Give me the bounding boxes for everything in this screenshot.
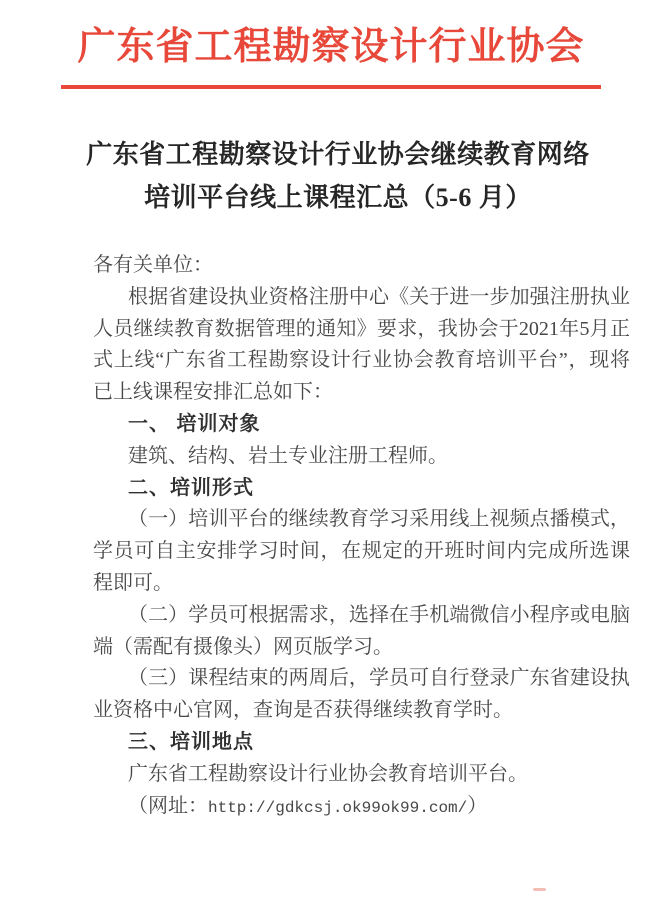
section-1-heading: 一、 培训对象 (128, 412, 261, 435)
website-url: http://gdkcsj.ok99ok99.com/ (208, 798, 468, 817)
letterhead-rule (61, 85, 601, 89)
intro-paragraph: 根据省建设执业资格注册中心《关于进一步加强注册执业人员继续教育数据管理的通知》要求，我协会于2021年5月正式上线“广东省工程勘察设计行业协会教育培训平台”，现将已上线课程安排汇总如下： (93, 285, 630, 404)
document-title-line-2: 培训平台线上课程汇总（5-6 月） (144, 183, 532, 212)
document-title (40, 133, 636, 219)
salutation: 各有关单位： (93, 254, 213, 276)
website-line (93, 791, 630, 825)
document-title-line-1: 广东省工程勘察设计行业协会继续教育网络 (86, 140, 590, 169)
website-prefix: （网址： (128, 794, 208, 817)
scan-speck (533, 888, 546, 891)
section-2-item-1: （一）培训平台的继续教育学习采用线上视频点播模式，学员可自主安排学习时间，在规定的开班时间内完成所选课程即可。 (93, 508, 630, 594)
section-2-item-2: （二）学员可根据需求，选择在手机端微信小程序或电脑端（需配有摄像头）网页版学习。 (93, 603, 630, 658)
section-2-item-3: （三）课程结束的两周后，学员可自行登录广东省建设执业资格中心官网，查询是否获得继续教育学时。 (93, 667, 630, 722)
document-body (93, 250, 630, 824)
section-3-heading: 三、培训地点 (128, 730, 254, 753)
section-2-heading: 二、培训形式 (128, 476, 254, 499)
letterhead-org-name: 广东省工程勘察设计行业协会 (77, 26, 585, 68)
letterhead (0, 22, 668, 89)
section-3-content: 广东省工程勘察设计行业协会教育培训平台。 (128, 762, 528, 785)
website-suffix: ） (467, 794, 488, 817)
section-1-content: 建筑、结构、岩土专业注册工程师。 (128, 444, 448, 467)
